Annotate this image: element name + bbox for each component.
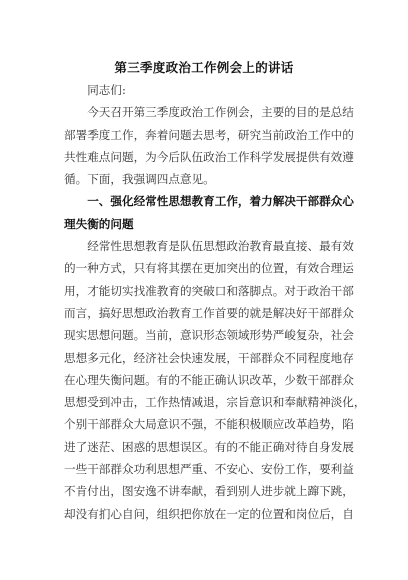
paragraph-line: 一些干部群众功利思想严重、不安心、安份工作，要利益 <box>64 462 354 477</box>
paragraph-line: 在心理失衡问题。有的不能正确认识改革，少数干部群众 <box>64 372 354 387</box>
paragraph-line: 共性难点问题，为今后队伍政治工作科学发展提供有效遵 <box>64 149 354 164</box>
paragraph-line: 而言，搞好思想政治教育工作首要的就是解决好干部群众 <box>64 305 354 320</box>
paragraph-line: 经常性思想教育是队伍思想政治教育最直接、最有效 <box>64 239 354 254</box>
paragraph-line: 思想受到冲击，工作热情减退，宗旨意识和奉献精神淡化， <box>64 395 366 410</box>
section-heading-line: 一、强化经常性思想教育工作，着力解决干部群众心 <box>64 194 354 209</box>
document-title: 第三季度政治工作例会上的讲话 <box>114 60 294 75</box>
document-body <box>64 79 366 525</box>
section-heading-line: 理失衡的问题 <box>64 216 134 231</box>
paragraph-line: 同志们: <box>64 83 126 97</box>
paragraph-line: 不肯付出，图安逸不讲奉献，看到别人进步就上蹿下跳， <box>64 484 354 499</box>
paragraph-line: 部署季度工作，奔着问题去思考，研究当前政治工作中的 <box>64 127 354 142</box>
paragraph-line: 的一种方式，只有将其摆在更加突出的位置，有效合理运 <box>64 261 354 276</box>
paragraph-line: 用，才能切实找准教育的突破口和落脚点。对于政治干部 <box>64 283 354 298</box>
paragraph-line: 思想多元化，经济社会快速发展，干部群众不同程度地存 <box>64 350 354 365</box>
paragraph-line: 现实思想问题。当前，意识形态领域形势严峻复杂，社会 <box>64 328 354 343</box>
paragraph-line: 却没有扪心自问，组织把你放在一定的位置和岗位后，自 <box>64 506 354 521</box>
paragraph-line: 进了迷茫、困惑的思想误区。有的不能正确对待自身发展 <box>64 439 354 454</box>
paragraph-line: 今天召开第三季度政治工作例会，主要的目的是总结 <box>64 105 354 120</box>
paragraph-line: 循。下面，我强调四点意见。 <box>64 172 215 187</box>
paragraph-line: 个别干部群众大局意识不强，不能积极顺应改革趋势，陷 <box>64 417 354 432</box>
